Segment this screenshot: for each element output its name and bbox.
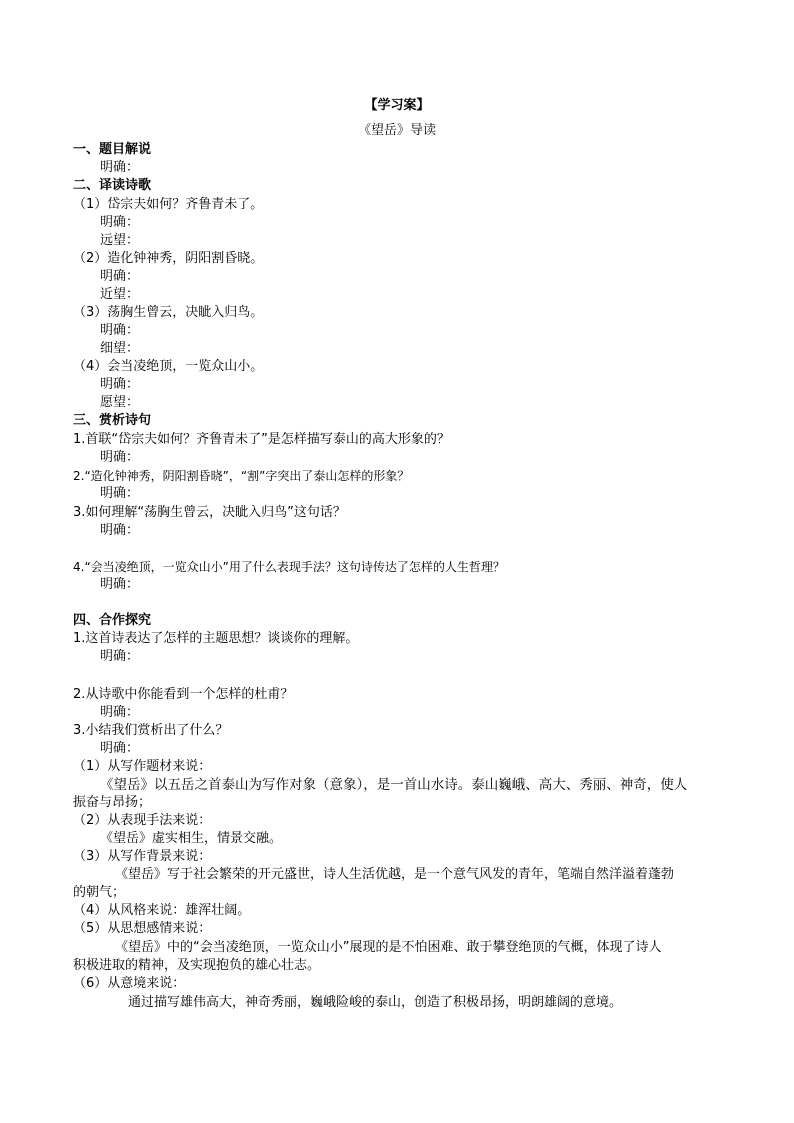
question-3-3: 3.如何理解“荡胸生曾云，决眦入归鸟”这句话？: [73, 505, 346, 520]
question-4-2: 2.从诗歌中你能看到一个怎样的杜甫？: [73, 687, 294, 702]
question-3-1: 1.首联“岱宗夫如何？齐鲁青未了”是怎样描写泰山的高大形象的？: [73, 432, 450, 447]
answer-line: 明确：: [100, 577, 140, 592]
summary-body-cont: 积极进取的精神，及实现抱负的雄心壮志。: [73, 958, 321, 973]
summary-body-cont: 振奋与昂扬；: [73, 795, 152, 810]
answer-line: 明确：: [100, 450, 140, 465]
poem-line-3: （3）荡胸生曾云，决眦入归鸟。: [73, 305, 264, 320]
doc-subtitle: 《望岳》导读: [357, 123, 436, 138]
section-heading-4: 四、合作探究: [73, 613, 152, 628]
poem-line-4: （4）会当凌绝顶，一览众山小。: [73, 359, 264, 374]
section-heading-1: 一、题目解说: [73, 142, 152, 157]
question-4-3: 3.小结我们赏析出了什么？: [73, 723, 229, 738]
question-4-1: 1.这首诗表达了怎样的主题思想？谈谈你的理解。: [73, 631, 359, 646]
answer-line: 明确：: [100, 705, 140, 720]
answer-line: 明确：: [100, 523, 140, 538]
answer-line: 明确：: [100, 649, 140, 664]
answer-line: 明确：: [100, 269, 140, 284]
poem-line-1: （1）岱宗夫如何？齐鲁青未了。: [73, 197, 264, 212]
answer-line: 明确：: [100, 160, 140, 175]
question-3-4: 4.“会当凌绝顶，一览众山小”用了什么表现手法？这句诗传达了怎样的人生哲理？: [73, 560, 505, 574]
summary-heading-6: （6）从意境来说：: [73, 976, 186, 991]
summary-body: 通过描写雄伟高大，神奇秀丽，巍峨险峻的泰山，创造了积极昂扬，明朗雄阔的意境。: [128, 995, 623, 1010]
answer-line: 明确：: [100, 486, 140, 501]
summary-heading-3: （3）从写作背景来说：: [73, 849, 212, 864]
summary-body: 《望岳》中的“会当凌绝顶，一览众山小”展现的是不怕困难、敢于攀登绝顶的气概，体现了诗人: [115, 940, 662, 955]
answer-line: 明确：: [100, 741, 140, 756]
poem-line-2: （2）造化钟神秀，阴阳割昏晓。: [73, 251, 264, 266]
answer-line: 明确：: [100, 377, 140, 392]
answer-line: 明确：: [100, 215, 140, 230]
section-heading-2: 二、译读诗歌: [73, 178, 152, 193]
view-label: 近望：: [100, 287, 140, 302]
summary-body-cont: 的朝气；: [73, 885, 126, 900]
section-heading-3: 三、赏析诗句: [73, 413, 152, 428]
answer-line: 明确：: [100, 323, 140, 338]
question-3-2: 2.“造化钟神秀，阴阳割昏晓”，“割”字突出了泰山怎样的形象？: [73, 469, 410, 483]
summary-heading-1: （1）从写作题材来说：: [73, 759, 212, 774]
doc-title: 【学习案】: [364, 98, 430, 113]
summary-body: 《望岳》以五岳之首泰山为写作对象（意象），是一首山水诗。泰山巍峨、高大、秀丽、神奇，使人: [100, 777, 688, 793]
summary-heading-2: （2）从表现手法来说：: [73, 813, 212, 828]
view-label: 愿望：: [100, 395, 140, 410]
summary-body: 《望岳》虚实相生，情景交融。: [100, 831, 283, 846]
summary-heading-4: （4）从风格来说：雄浑壮阔。: [73, 903, 251, 918]
summary-body: 《望岳》写于社会繁荣的开元盛世，诗人生活优越，是一个意气风发的青年，笔端自然洋溢着蓬勃: [115, 867, 675, 882]
summary-heading-5: （5）从思想感情来说：: [73, 921, 212, 936]
view-label: 细望：: [100, 341, 140, 356]
view-label: 远望：: [100, 233, 140, 248]
